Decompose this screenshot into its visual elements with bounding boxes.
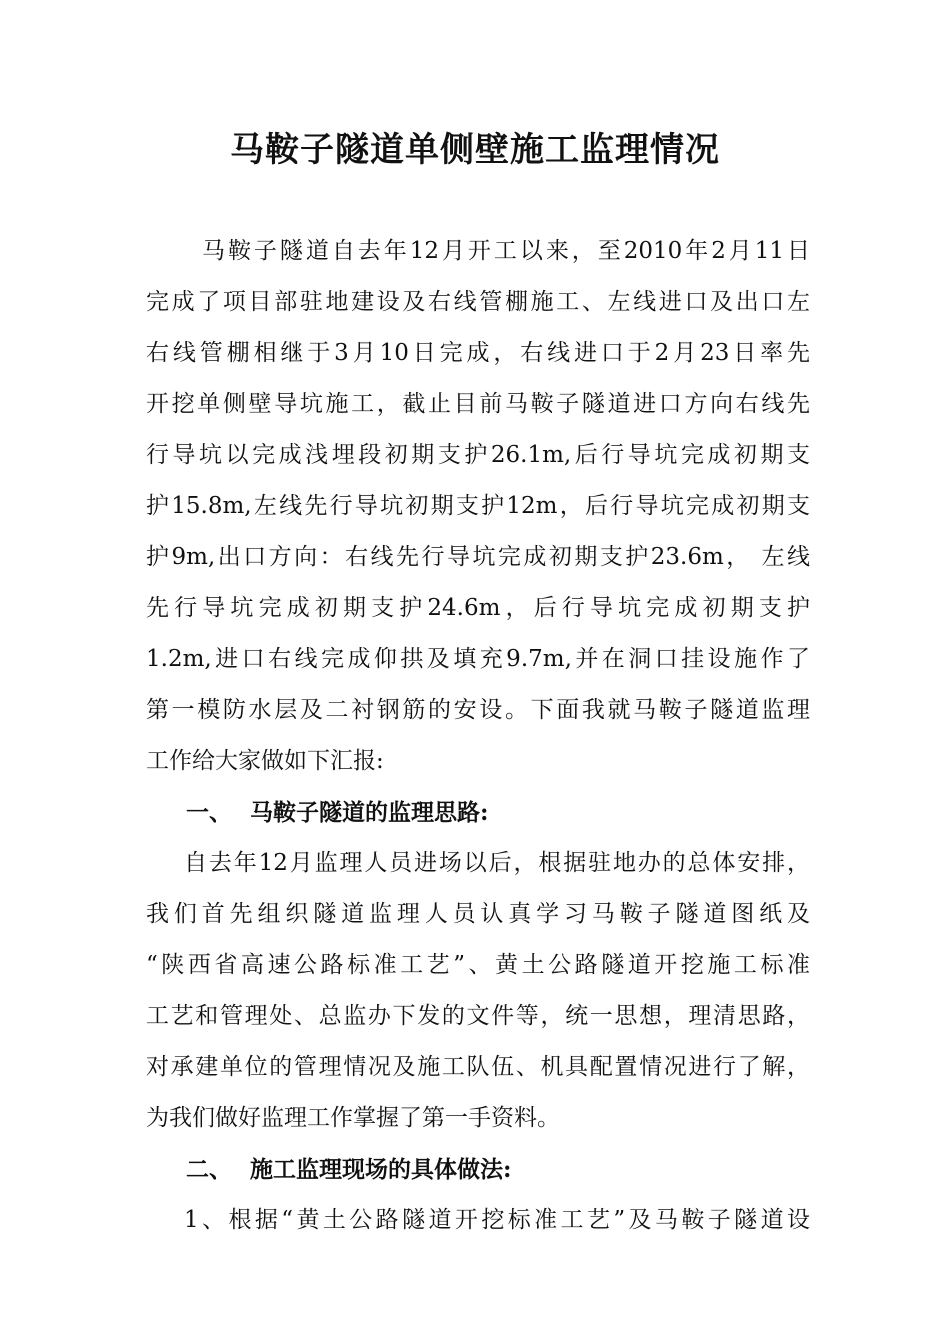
- section-number: 二、: [186, 1156, 232, 1183]
- section-heading-text: 马鞍子隧道的监理思路:: [250, 799, 489, 826]
- paragraph-line: 开挖单侧壁导坑施工，截止目前马鞍子隧道进口方向右线先: [146, 391, 810, 417]
- paragraph-line: 工艺和管理处、总监办下发的文件等，统一思想，理清思路，: [146, 1003, 810, 1029]
- document-body: [146, 226, 810, 1246]
- paragraph-line: 自去年12月监理人员进场以后，根据驻地办的总体安排，: [184, 850, 810, 876]
- paragraph-line: 1.2m,进口右线完成仰拱及填充9.7m,并在洞口挂设施作了: [146, 646, 810, 672]
- paragraph-line: “陕西省高速公路标准工艺”、黄土公路隧道开挖施工标准: [146, 952, 810, 978]
- paragraph-line: 对承建单位的管理情况及施工队伍、机具配置情况进行了解，: [146, 1054, 810, 1080]
- paragraph-line: 马鞍子隧道自去年12月开工以来，至2010年2月11日: [202, 238, 810, 264]
- paragraph-line: 先行导坑完成初期支护24.6m，后行导坑完成初期支护: [146, 595, 810, 621]
- paragraph-line: 我们首先组织隧道监理人员认真学习马鞍子隧道图纸及: [146, 901, 810, 927]
- paragraph-line: 右线管棚相继于3月10日完成，右线进口于2月23日率先: [146, 340, 810, 366]
- paragraph-line: 护15.8m,左线先行导坑初期支护12m，后行导坑完成初期支: [146, 493, 810, 519]
- section-heading-text: 施工监理现场的具体做法:: [250, 1156, 512, 1183]
- section-number: 一、: [186, 799, 232, 826]
- paragraph-line: 工作给大家做如下汇报:: [146, 748, 384, 774]
- paragraph-line: 护9m,出口方向：右线先行导坑完成初期支护23.6m， 左线: [146, 544, 810, 570]
- section-heading-1: [146, 787, 810, 838]
- paragraph-line: 完成了项目部驻地建设及右线管棚施工、左线进口及出口左: [146, 289, 810, 315]
- section-heading-2: [146, 1144, 810, 1195]
- paragraph-line: 为我们做好监理工作掌握了第一手资料。: [146, 1105, 560, 1131]
- paragraph-line: 1、根据“黄土公路隧道开挖标准工艺”及马鞍子隧道设: [184, 1207, 810, 1233]
- document-title: 马鞍子隧道单侧壁施工监理情况: [230, 130, 720, 170]
- paragraph-line: 行导坑以完成浅埋段初期支护26.1m,后行导坑完成初期支: [146, 442, 810, 468]
- paragraph-line: 第一模防水层及二衬钢筋的安设。下面我就马鞍子隧道监理: [146, 697, 810, 723]
